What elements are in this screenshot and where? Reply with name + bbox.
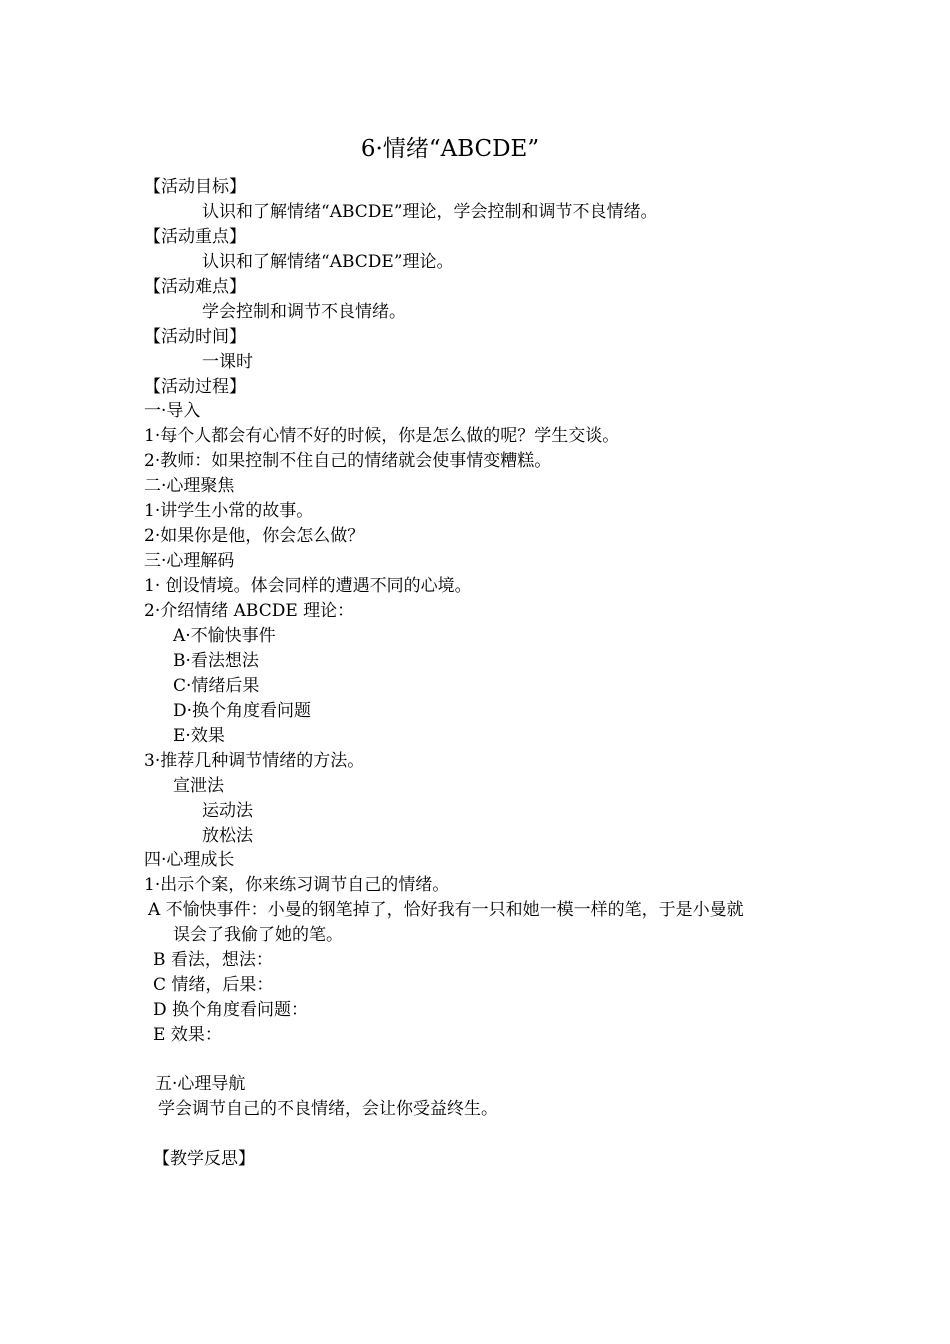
case-line-a: A 不愉快事件：小曼的钢笔掉了，恰好我有一只和她一模一样的笔，于是小曼就 [148,900,744,920]
part-heading-focus: 二·心理聚焦 [144,476,235,496]
section-heading-difficulty: 【活动难点】 [144,277,246,297]
part-heading-growth: 四·心理成长 [144,850,235,870]
case-line-d: D 换个角度看问题： [153,1000,309,1020]
part-heading-intro: 一·导入 [144,401,201,421]
intro-item-2: 2·教师：如果控制不住自己的情绪就会使事情变糟糕。 [144,451,552,471]
goal-text: 认识和了解情绪“ABCDE”理论，学会控制和调节不良情绪。 [202,202,658,222]
guide-text: 学会调节自己的不良情绪，会让你受益终生。 [158,1099,498,1119]
case-line-e: E 效果： [153,1025,222,1045]
focus-item-2: 2·如果你是他，你会怎么做？ [144,526,365,546]
section-heading-time: 【活动时间】 [144,327,246,347]
document-title: 6·情绪“ABCDE” [360,136,540,162]
difficulty-text: 学会控制和调节不良情绪。 [202,302,406,322]
case-line-c: C 情绪，后果： [153,975,274,995]
method-relax: 放松法 [202,826,253,846]
abcde-item-a: A·不愉快事件 [173,626,276,646]
section-heading-reflection: 【教学反思】 [153,1149,255,1169]
growth-item-1: 1·出示个案，你来练习调节自己的情绪。 [144,875,450,895]
abcde-item-d: D·换个角度看问题 [173,701,312,721]
time-text: 一课时 [202,352,253,372]
section-heading-key-point: 【活动重点】 [144,227,246,247]
section-heading-goal: 【活动目标】 [144,177,246,197]
method-vent: 宣泄法 [173,776,224,796]
part-heading-decode: 三·心理解码 [144,551,235,571]
part-heading-guide: 五·心理导航 [155,1074,246,1094]
abcde-item-c: C·情绪后果 [173,676,260,696]
decode-item-2: 2·介绍情绪 ABCDE 理论： [144,601,355,621]
key-point-text: 认识和了解情绪“ABCDE”理论。 [202,252,454,272]
case-line-a-cont: 误会了我偷了她的笔。 [173,925,343,945]
abcde-item-e: E·效果 [173,726,225,746]
section-heading-process: 【活动过程】 [144,377,246,397]
decode-item-1: 1· 创设情境。体会同样的遭遇不同的心境。 [144,576,472,596]
intro-item-1: 1·每个人都会有心情不好的时候，你是怎么做的呢？学生交谈。 [144,426,620,446]
focus-item-1: 1·讲学生小常的故事。 [144,501,314,521]
abcde-item-b: B·看法想法 [173,651,259,671]
method-exercise: 运动法 [202,801,253,821]
decode-item-3: 3·推荐几种调节情绪的方法。 [144,751,365,771]
case-line-b: B 看法，想法： [153,950,273,970]
